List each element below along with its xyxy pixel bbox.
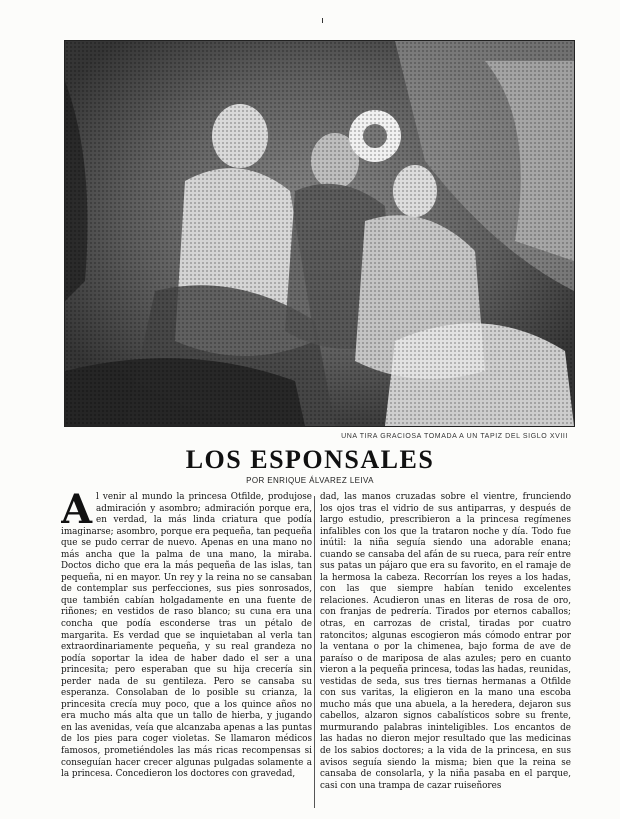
column-divider xyxy=(314,496,315,808)
tapestry-image xyxy=(65,41,574,426)
article-title: LOS ESPONSALES xyxy=(185,445,435,474)
article-column-right xyxy=(320,492,571,810)
illustration-caption: UNA TIRA GRACIOSA TOMADA A UN TAPIZ DEL SIGLO XVIII xyxy=(341,433,568,440)
column-right-text: dad, las manos cruzadas sobre el vientre, frunciendo los ojos tras el vidrio de sus antiparras, y después de largo estudio, prescribieron a la princesa regímenes infalibles con los que la trataron noche y día. Todo fue inútil: la niña seguía siendo una adorable enana; cuando se cansaba del afán de su rueca, para reír entre sus patas un pájaro que era su favorito, en el ramaje de la hermosa la cabeza. Recorrían los reyes a los hadas, con las que siempre habían tenido excelentes relaciones. Acudieron unas en literas de rosa de oro, con franjas de pedrería. Tirados por eternos caballos; otras, en carrozas de cristal, tiradas por cuatro ratoncitos; algunas escogieron más cómodo entrar por la ventana o por la chimenea, bajo forma de ave de paraíso o de mariposa de alas azules; pero en cuanto vieron a la pequeña princesa, todas las hadas, reunidas, vestidas de seda, sus tres tiernas hermanas a Otfilde con sus varitas, la eligieron en la mano una escoba mucho más que una abuela, a la heredera, dejaron sus cabellos, alzaron signos cabalísticos sobre su frente, murmurando palabras ininteligibles. Los encantos de las hadas no dieron mejor resultado que las medicinas de los sabios doctores; a la vida de la princesa, en sus avisos seguía siendo la misma; bien que la reina se cansaba de consolarla, y la niña pasaba en el parque, casi con una trampa de cazar ruiseñores xyxy=(320,492,571,791)
article-byline: POR ENRIQUE ÁLVAREZ LEIVA xyxy=(246,476,374,485)
article-column-left xyxy=(61,492,312,810)
drop-cap: A xyxy=(61,492,93,533)
column-left-text: l venir al mundo la princesa Otfilde, produjose admiración y asombro; admiración porque era, en verdad, la más linda criatura que podía imaginarse; asombro, porque era pequeña, tan pequeña que se pudo cerrar de nuevo. Apenas en una mano no más ancha que la palma de una mano, la miraba. Doctos dicho que era la más pequeña de las islas, tan pequeña, ni en mayor. Un rey y la reina no se cansaban de contemplar sus perfecciones, sus pies sonrosados, que también cabían holgadamente en una fuente de riñones; en vestidos de raso blanco; su cuna era una concha que podía esconderse tras un pétalo de margarita. Es verdad que se inquietaban al verla tan extraordinariamente pequeña, y su real grandeza no podía soportar la idea de haber dado el ser a una princesita; pero esperaban que su hija crecería sin perder nada de su gentileza. Pero se cansaba su esperanza. Consolaban de lo posible su crianza, la princesita crecía muy poco, que a los quince años no era mucho más alta que un tallo de hierba, y jugando en las avenidas, veía que alcanzaba apenas a las puntas de los pies para coger violetas. Se llamaron médicos famosos, prometiéndoles las más ricas recompensas si conseguían hacer crecer algunas pulgadas solamente a la princesa. Concedieron los doctores con gravedad, xyxy=(61,492,312,780)
page-top-mark xyxy=(322,18,323,23)
tapestry-illustration xyxy=(64,40,575,427)
